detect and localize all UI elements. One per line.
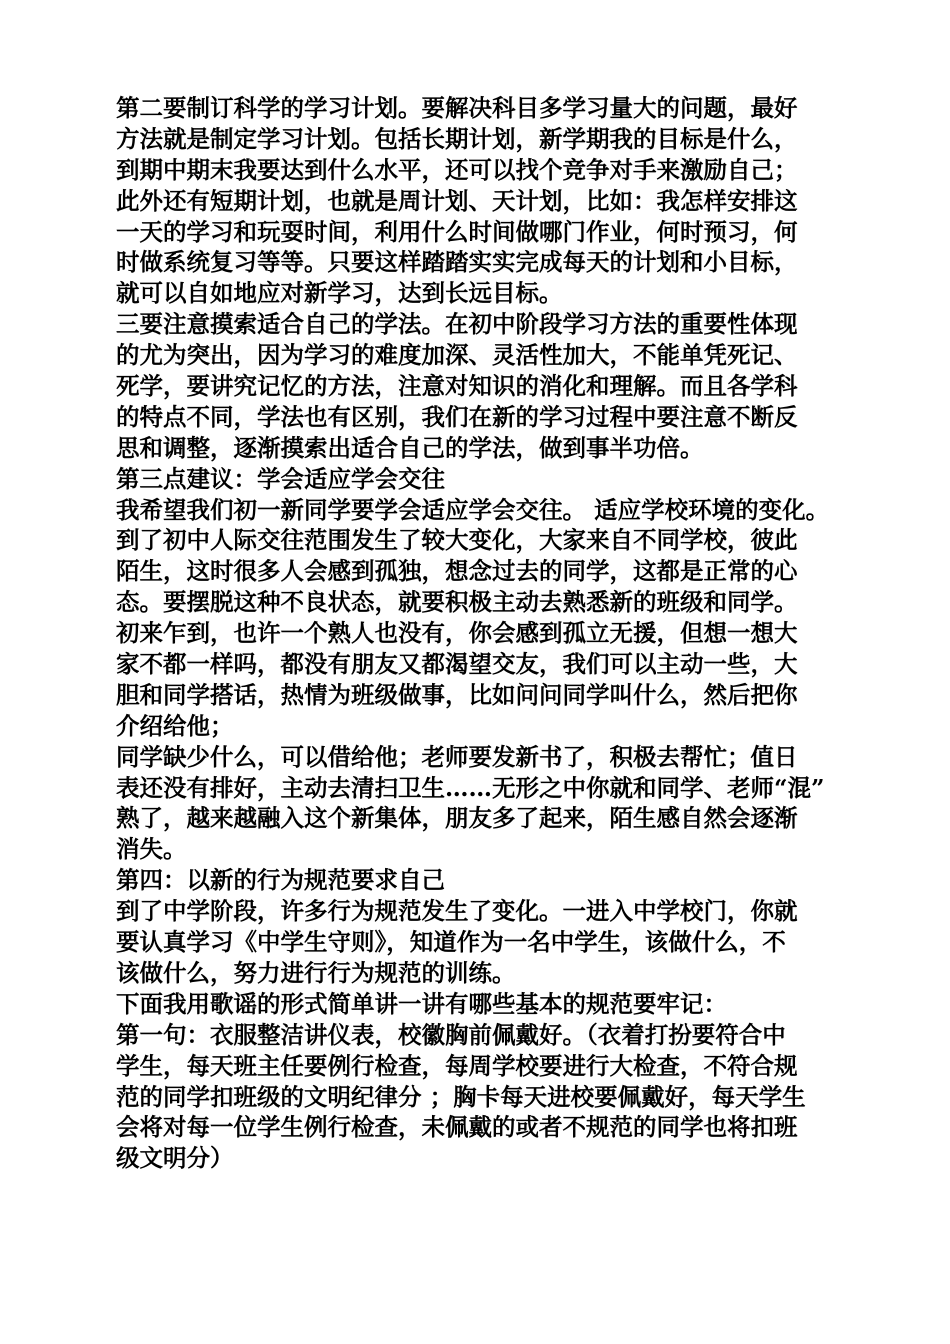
text-line: 方法就是制定学习计划。包括长期计划，新学期我的目标是什么，: [116, 124, 798, 153]
text-line: 到了初中人际交往范围发生了较大变化，大家来自不同学校，彼此: [116, 526, 798, 555]
text-line: 下面我用歌谣的形式简单讲一讲有哪些基本的规范要牢记：: [116, 989, 727, 1018]
text-line: 第四：以新的行为规范要求自己: [116, 866, 445, 895]
text-line: 三要注意摸索适合自己的学法。在初中阶段学习方法的重要性体现: [116, 310, 798, 339]
text-line: 第三点建议：学会适应学会交往: [116, 464, 445, 493]
text-line: 要认真学习《中学生守则》，知道作为一名中学生，该做什么，不: [116, 928, 786, 957]
text-line: 第一句：衣服整洁讲仪表，校徽胸前佩戴好。（衣着打扮要符合中: [116, 1020, 786, 1049]
text-line: 胆和同学搭话，热情为班级做事，比如问问同学叫什么，然后把你: [116, 680, 798, 709]
text-line: 熟了，越来越融入这个新集体，朋友多了起来，陌生感自然会逐渐: [116, 804, 798, 833]
text-line: 级文明分）: [116, 1144, 234, 1173]
text-line: 表还没有排好，主动去清扫卫生……无形之中你就和同学、老师“混”: [116, 773, 825, 802]
text-line: 第二要制订科学的学习计划。要解决科目多学习量大的问题，最好: [116, 94, 798, 122]
text-line: 时做系统复习等等。只要这样踏踏实实完成每天的计划和小目标，: [116, 248, 798, 277]
text-line: 范的同学扣班级的文明纪律分 ；胸卡每天进校要佩戴好，每天学生: [116, 1082, 806, 1111]
text-line: 到期中期末我要达到什么水平，还可以找个竞争对手来激励自己；: [116, 155, 798, 184]
text-line: 介绍给他；: [116, 711, 234, 740]
text-line: 的尤为突出，因为学习的难度加深、灵活性加大，不能单凭死记、: [116, 341, 798, 370]
text-line: 死学，要讲究记忆的方法，注意对知识的消化和理解。而且各学科: [116, 372, 798, 401]
text-line: 消失。: [116, 835, 187, 864]
text-line: 我希望我们初一新同学要学会适应学会交往。 适应学校环境的变化。: [116, 495, 830, 524]
text-line: 思和调整，逐渐摸索出适合自己的学法，做到事半功倍。: [116, 433, 704, 462]
text-line: 就可以自如地应对新学习，达到长远目标。: [116, 279, 563, 308]
document-body: [116, 93, 876, 1174]
text-line: 同学缺少什么，可以借给他；老师要发新书了，积极去帮忙；值日: [116, 742, 798, 771]
text-line: 到了中学阶段，许多行为规范发生了变化。一进入中学校门，你就: [116, 897, 798, 926]
text-line: 一天的学习和玩耍时间，利用什么时间做哪门作业，何时预习，何: [116, 217, 798, 246]
text-line: 该做什么，努力进行行为规范的训练。: [116, 958, 516, 987]
text-line: 学生，每天班主任要例行检查，每周学校要进行大检查，不符合规: [116, 1051, 798, 1080]
text-line: 态。要摆脱这种不良状态，就要积极主动去熟悉新的班级和同学。: [116, 588, 798, 617]
text-line: 陌生，这时很多人会感到孤独，想念过去的同学，这都是正常的心: [116, 557, 798, 586]
text-line: 会将对每一位学生例行检查，未佩戴的或者不规范的同学也将扣班: [116, 1113, 798, 1142]
text-line: 初来乍到，也许一个熟人也没有，你会感到孤立无援，但想一想大: [116, 619, 798, 648]
text-line: 家不都一样吗，都没有朋友又都渴望交友，我们可以主动一些，大: [116, 650, 798, 679]
text-line: 此外还有短期计划，也就是周计划、天计划，比如：我怎样安排这: [116, 186, 798, 215]
text-line: 的特点不同，学法也有区别，我们在新的学习过程中要注意不断反: [116, 402, 798, 431]
